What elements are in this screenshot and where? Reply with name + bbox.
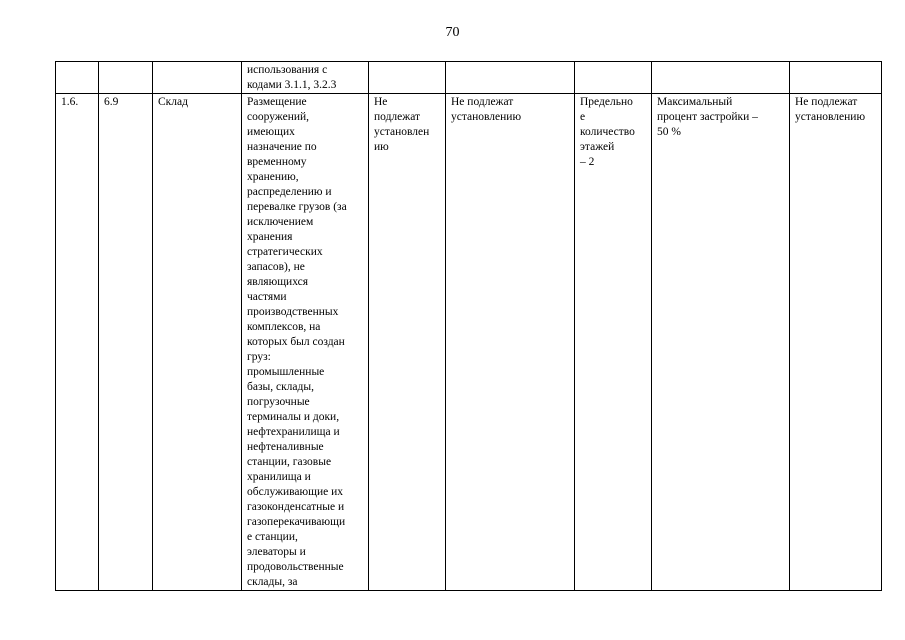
- table-cell-parameter: Не подлежат установлен ию: [369, 94, 446, 591]
- table-cell-index: [56, 62, 99, 94]
- table-cell-use-description: Размещение сооружений, имеющих назначение по временному хранению, распределению и перевалке грузов (за исключением хранения стратегических запасов), не являющихся частями производственных комплексов, на которых был создан груз: промышленные базы, склады, погрузочные терминалы и доки, нефтехранилища и нефтеналивные станции, газовые хранилища и обслуживающие их газоконденсатные и газоперекачивающи е станции, элеваторы и продовольственные склады, за: [242, 94, 369, 591]
- table-cell-index: 1.6.: [56, 94, 99, 591]
- table-cell-code: 6.9: [99, 94, 153, 591]
- table-cell-use-name: [153, 62, 242, 94]
- table-cell-parameter: [652, 62, 790, 94]
- table-cell-parameter: Не подлежат установлению: [790, 94, 882, 591]
- table-cell-parameter: [446, 62, 575, 94]
- table-cell-parameter: Не подлежат установлению: [446, 94, 575, 591]
- table-row: [56, 62, 882, 94]
- table-cell-use-description: использования с кодами 3.1.1, 3.2.3: [242, 62, 369, 94]
- table-cell-parameter: [790, 62, 882, 94]
- land-use-regulations-table: [55, 61, 882, 591]
- page-number: 70: [445, 25, 460, 40]
- table-row: [56, 94, 882, 591]
- table-cell-parameter: [369, 62, 446, 94]
- table-cell-parameter: Предельно е количество этажей – 2: [575, 94, 652, 591]
- table-cell-use-name: Склад: [153, 94, 242, 591]
- table-cell-parameter: [575, 62, 652, 94]
- table-cell-code: [99, 62, 153, 94]
- table-cell-parameter: Максимальный процент застройки – 50 %: [652, 94, 790, 591]
